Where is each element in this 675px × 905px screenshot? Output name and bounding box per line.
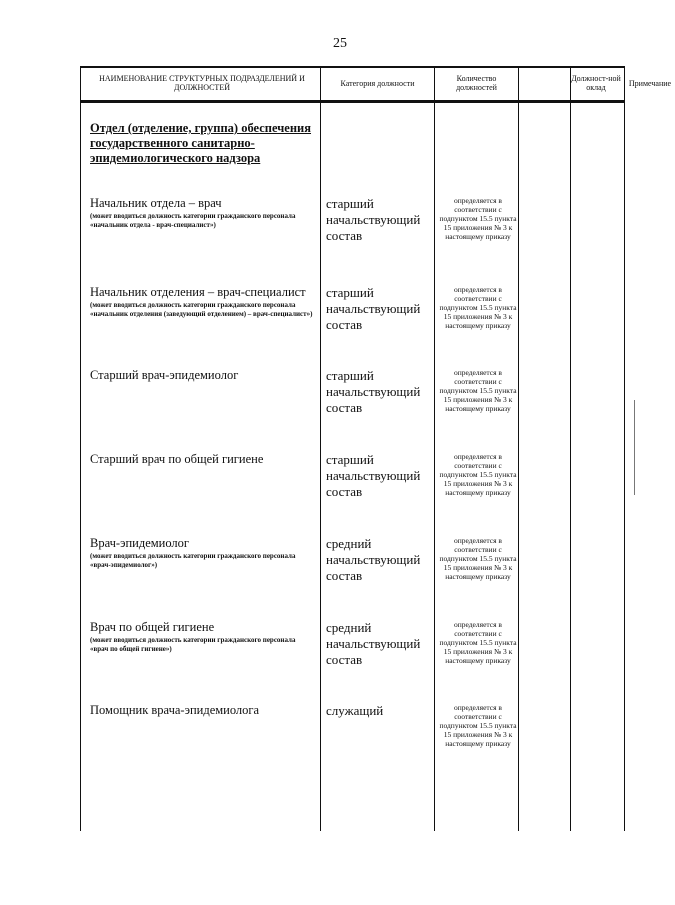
page-number: 25 bbox=[333, 36, 347, 51]
position-name bbox=[90, 536, 315, 569]
header-remark: Примечание bbox=[628, 78, 672, 88]
scan-edge-mark bbox=[634, 400, 635, 495]
position-quantity: определяется в соответствии с подпунктом 15.5 пункта 15 приложения № 3 к настоящему приказу bbox=[439, 703, 517, 748]
position-title: Врач-эпидемиолог bbox=[90, 536, 190, 550]
column-divider-right bbox=[624, 66, 625, 831]
position-category: средний начальствующий состав bbox=[326, 536, 421, 583]
header-category: Категория должности bbox=[340, 78, 415, 88]
section-title: Отдел (отделение, группа) обеспечения государственного санитарно-эпидемиологического надзора bbox=[90, 121, 312, 165]
position-quantity: определяется в соответствии с подпунктом 15.5 пункта 15 приложения № 3 к настоящему приказу bbox=[439, 452, 517, 497]
column-divider-left bbox=[80, 66, 81, 831]
position-name bbox=[90, 196, 315, 229]
position-note: (может вводиться должность категории гражданского персонала «начальник отдела - врач-специалист») bbox=[90, 212, 296, 229]
position-quantity: определяется в соответствии с подпунктом 15.5 пункта 15 приложения № 3 к настоящему приказу bbox=[439, 536, 517, 581]
position-quantity: определяется в соответствии с подпунктом 15.5 пункта 15 приложения № 3 к настоящему приказу bbox=[439, 196, 517, 241]
position-name bbox=[90, 285, 315, 318]
position-title: Старший врач-эпидемиолог bbox=[90, 368, 239, 382]
column-divider-1 bbox=[320, 66, 321, 831]
position-quantity: определяется в соответствии с подпунктом 15.5 пункта 15 приложения № 3 к настоящему приказу bbox=[439, 620, 517, 665]
header-salary: Должност-ной оклад bbox=[571, 74, 621, 92]
position-quantity: определяется в соответствии с подпунктом 15.5 пункта 15 приложения № 3 к настоящему приказу bbox=[439, 285, 517, 330]
position-name bbox=[90, 452, 315, 467]
position-note: (может вводиться должность категории гражданского персонала «врач по общей гигиене») bbox=[90, 636, 296, 653]
position-quantity: определяется в соответствии с подпунктом 15.5 пункта 15 приложения № 3 к настоящему приказу bbox=[439, 368, 517, 413]
position-category: старший начальствующий состав bbox=[326, 196, 421, 243]
position-title: Начальник отдела – врач bbox=[90, 196, 222, 210]
position-name bbox=[90, 620, 315, 653]
position-name bbox=[90, 368, 315, 383]
position-title: Начальник отделения – врач-специалист bbox=[90, 285, 306, 299]
header-quantity: Количество должностей bbox=[456, 74, 497, 92]
header-bottom-border bbox=[80, 100, 625, 103]
column-divider-4 bbox=[570, 66, 571, 831]
position-category: служащий bbox=[326, 703, 384, 718]
position-title: Врач по общей гигиене bbox=[90, 620, 215, 634]
position-title: Помощник врача-эпидемиолога bbox=[90, 703, 260, 717]
position-category: старший начальствующий состав bbox=[326, 452, 421, 499]
position-name bbox=[90, 703, 315, 718]
position-title: Старший врач по общей гигиене bbox=[90, 452, 264, 466]
position-note: (может вводиться должность категории гражданского персонала «начальник отделения (заведующий отделением) – врач-специалист») bbox=[90, 301, 313, 318]
position-note: (может вводиться должность категории гражданского персонала «врач-эпидемиолог») bbox=[90, 552, 296, 569]
position-category: старший начальствующий состав bbox=[326, 285, 421, 332]
position-category: средний начальствующий состав bbox=[326, 620, 421, 667]
header-name: НАИМЕНОВАНИЕ СТРУКТУРНЫХ ПОДРАЗДЕЛЕНИЙ И ДОЛЖНОСТЕЙ bbox=[99, 74, 305, 92]
position-category: старший начальствующий состав bbox=[326, 368, 421, 415]
staff-table bbox=[80, 66, 672, 831]
